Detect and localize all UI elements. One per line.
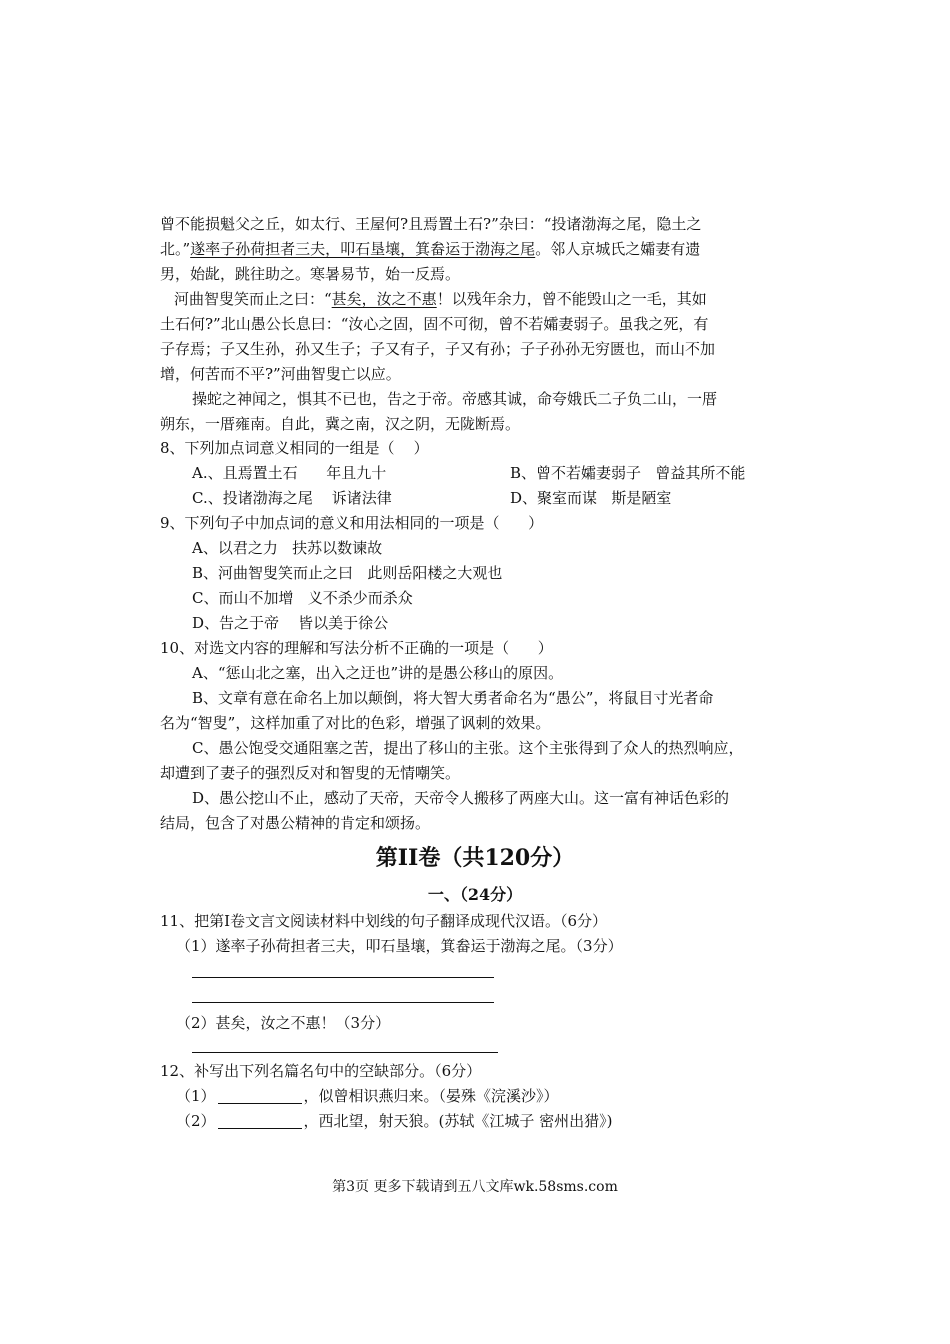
fill-blank[interactable] [218,1087,302,1104]
passage-text: 河曲智叟笑而止之曰：“ [174,290,332,308]
question-8-stem: 8、下列加点词意义相同的一组是（ ） [160,439,429,457]
fill-blank[interactable] [218,1112,302,1129]
question-11-sub-2: （2）甚矣，汝之不惠！（3分） [176,1014,391,1032]
section-title: 第II卷（共120分） [375,845,575,871]
item-number: （2） [176,1112,216,1130]
question-10-option-b: B、文章有意在命名上加以颠倒，将大智大勇者命名为“愚公”，将鼠目寸光者命 [192,689,714,707]
item-text: ，似曾相识燕归来。（晏殊《浣溪沙》） [303,1087,559,1105]
passage-line: 操蛇之神闻之，惧其不已也，告之于帝。帝感其诚，命夸娥氏二子负二山，一厝 [192,390,718,408]
question-10-stem: 10、对选文内容的理解和写法分析不正确的一项是（ ） [160,639,553,657]
question-10-option-c: C、愚公饱受交通阻塞之苦，提出了移山的主张。这个主张得到了众人的热烈响应， [192,739,744,757]
passage-line [160,238,700,260]
question-8-option-b: B、曾不若孀妻弱子 曾益其所不能 [510,464,746,482]
question-9-option-b: B、河曲智叟笑而止之曰 此则岳阳楼之大观也 [192,564,503,582]
question-9-option-c: C、而山不加增 义不杀少而杀众 [192,589,413,607]
passage-line [174,288,707,310]
passage-line: 男，始龀，跳往助之。寒暑易节，始一反焉。 [160,265,461,283]
question-10-option-b-cont: 名为“智叟”，这样加重了对比的色彩，增强了讽刺的效果。 [160,714,551,732]
passage-line: 朔东，一厝雍南。自此，冀之南，汉之阴，无陇断焉。 [160,415,521,433]
question-12-item-2 [176,1110,613,1132]
passage-line: 土石何?”北山愚公长息曰：“汝心之固，固不可彻，曾不若孀妻弱子。虽我之死，有 [160,315,709,333]
passage-line: 曾不能损魁父之丘，如太行、王屋何?且焉置土石?”杂曰：“投诸渤海之尾，隐土之 [160,215,702,233]
answer-line[interactable] [192,977,494,978]
question-10-option-c-cont: 却遭到了妻子的强烈反对和智叟的无情嘲笑。 [160,764,461,782]
item-text: ，西北望，射天狼。(苏轼《江城子 密州出猎》) [303,1112,613,1130]
question-9-option-a: A、以君之力 扶苏以数谏故 [192,539,383,557]
passage-text: ！以残年余力，曾不能毁山之一毛，其如 [436,290,707,308]
question-10-option-d: D、愚公挖山不止，感动了天帝，天帝令人搬移了两座大山。这一富有神话色彩的 [192,789,730,807]
answer-line[interactable] [192,1002,494,1003]
page-footer: 第3页 更多下载请到五八文库wk.58sms.com [332,1179,618,1195]
answer-line[interactable] [192,1052,498,1053]
question-8-option-d: D、聚室而谋 斯是陋室 [510,489,672,507]
question-11-sub-1: （1）遂率子孙荷担者三夫，叩石垦壤，箕畚运于渤海之尾。（3分） [176,937,623,955]
underlined-sentence-2: 甚矣，汝之不惠 [331,290,437,308]
question-11-stem: 11、把第I卷文言文阅读材料中划线的句子翻译成现代汉语。（6分） [160,912,608,930]
passage-line: 增，何苦而不平?”河曲智叟亡以应。 [160,365,401,383]
passage-text: 。邻人京城氏之孀妻有遗 [535,240,701,258]
passage-line: 子存焉；子又生孙，孙又生子；子又有子，子又有孙；子子孙孙无穷匮也，而山不加 [160,340,716,358]
question-12-item-1 [176,1085,559,1107]
question-12-stem: 12、补写出下列名篇名句中的空缺部分。（6分） [160,1062,482,1080]
question-8-option-c: C.、投诸渤海之尾 诉诸法律 [192,489,392,507]
passage-text: 北。” [160,240,191,258]
question-10-option-d-cont: 结局，包含了对愚公精神的肯定和颂扬。 [160,814,431,832]
underlined-sentence-1: 遂率子孙荷担者三夫，叩石垦壤，箕畚运于渤海之尾 [190,240,536,258]
question-8-option-a: A.、且焉置土石 年且九十 [192,464,387,482]
question-9-stem: 9、下列句子中加点词的意义和用法相同的一项是（ ） [160,514,544,532]
question-9-option-d: D、告之于帝 皆以美于徐公 [192,614,389,632]
item-number: （1） [176,1087,216,1105]
section-subtitle: 一、（24分） [427,885,523,904]
question-10-option-a: A、“惩山北之塞，出入之迂也”讲的是愚公移山的原因。 [192,664,564,682]
